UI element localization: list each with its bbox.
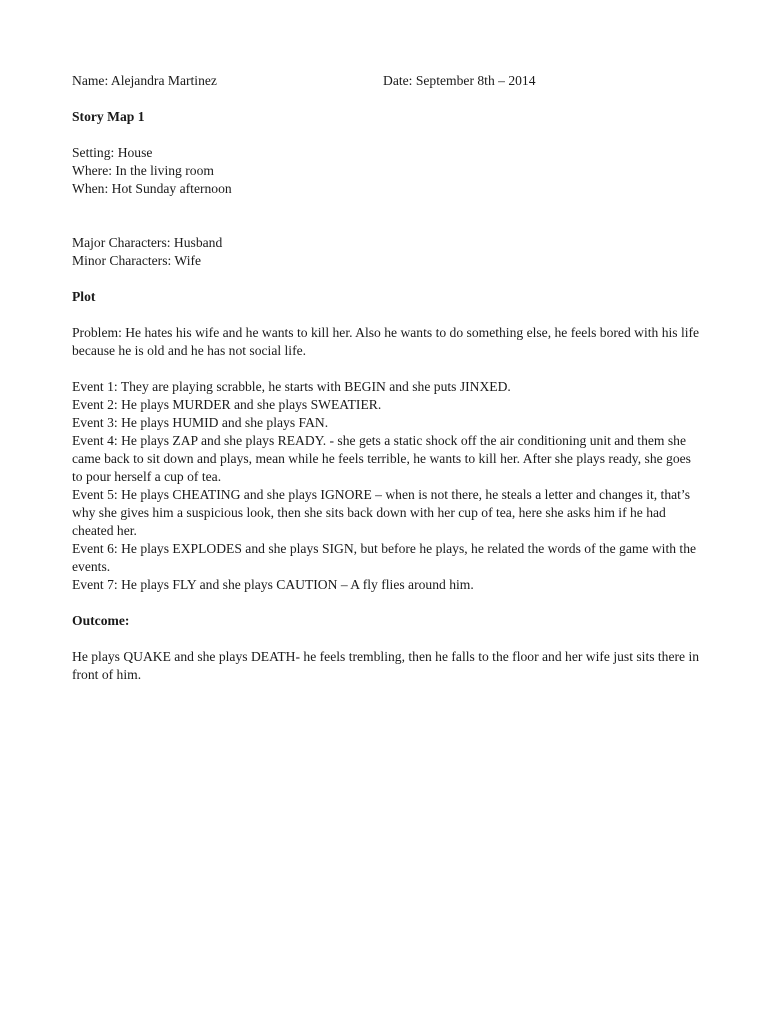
event-item: Event 1: They are playing scrabble, he starts with BEGIN and she puts JINXED. (72, 379, 511, 394)
document-title: Story Map 1 (72, 109, 145, 124)
setting-line: Setting: House (72, 145, 153, 160)
plot-heading: Plot (72, 289, 96, 304)
assignment-date: Date: September 8th – 2014 (383, 73, 536, 88)
event-item: Event 7: He plays FLY and she plays CAUTION – A fly flies around him. (72, 577, 474, 592)
minor-characters: Minor Characters: Wife (72, 253, 202, 268)
where-line: Where: In the living room (72, 163, 214, 178)
event-item: Event 6: He plays EXPLODES and she plays SIGN, but before he plays, he related the words of the game with the events. (72, 541, 697, 574)
event-item: Event 2: He plays MURDER and she plays SWEATIER. (72, 397, 382, 412)
major-characters: Major Characters: Husband (72, 235, 223, 250)
event-item: Event 5: He plays CHEATING and she plays IGNORE – when is not there, he steals a letter and changes it, that’s why she gives him a suspicious look, then she sits back down with her cup of tea, here she asks him if he had cheated her. (72, 487, 690, 538)
event-item: Event 3: He plays HUMID and she plays FAN. (72, 415, 329, 430)
event-item: Event 4: He plays ZAP and she plays READY. - she gets a static shock off the air conditioning unit and them she came back to sit down and plays, mean while he feels terrible, he wants to kill her. After she plays ready, she goes to pour herself a cup of tea. (72, 433, 691, 484)
student-name: Name: Alejandra Martinez (72, 73, 217, 88)
header-row (72, 72, 702, 90)
outcome-heading: Outcome: (72, 613, 130, 628)
event-list (72, 378, 702, 594)
outcome-paragraph: He plays QUAKE and she plays DEATH- he feels trembling, then he falls to the floor and her wife just sits there in front of him. (72, 649, 700, 682)
document-page (72, 72, 702, 684)
problem-paragraph: Problem: He hates his wife and he wants to kill her. Also he wants to do something else, he feels bored with his life because he is old and he has not social life. (72, 325, 700, 358)
when-line: When: Hot Sunday afternoon (72, 181, 232, 196)
